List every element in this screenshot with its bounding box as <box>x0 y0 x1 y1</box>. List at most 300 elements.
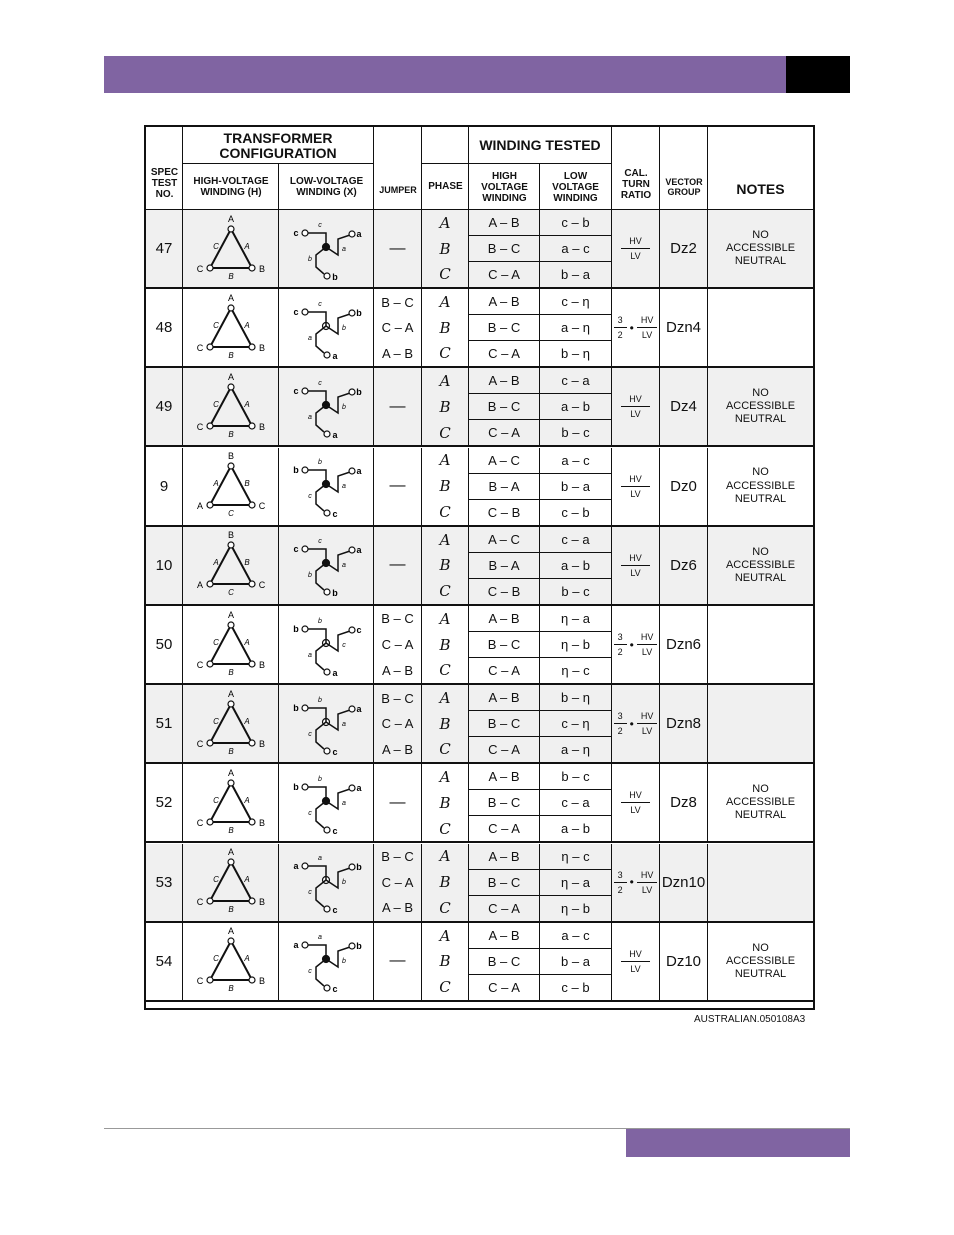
terminal-icon <box>249 502 255 508</box>
jumper-value: A – B <box>381 662 414 678</box>
zigzag-terminal-label: a <box>356 545 362 556</box>
jumper-value: C – A <box>381 637 414 652</box>
terminal-icon <box>324 273 330 279</box>
multiply-dot-icon: • <box>629 875 634 890</box>
zigzag-terminal-label: a <box>356 703 362 714</box>
turn-ratio-cell <box>612 685 660 762</box>
turn-ratio-formula <box>621 949 650 974</box>
hv-tested-value: C – A <box>469 974 539 1000</box>
jumper-cell <box>374 289 422 366</box>
hv-tested-cell <box>469 448 540 525</box>
note-line: NO <box>752 228 769 241</box>
spec-test-no: 10 <box>146 527 183 604</box>
zigzag-winding-label: c <box>308 889 312 897</box>
phase-value: B <box>439 793 451 812</box>
ratio-hv: HV <box>621 553 650 566</box>
spec-test-no: 54 <box>146 923 183 1000</box>
hv-tested-value: B – C <box>469 948 539 974</box>
hv-tested-value: C – B <box>469 578 539 604</box>
phase-value: B <box>439 635 451 654</box>
zigzag-terminal-label: c <box>293 544 299 555</box>
delta-winding-label: B <box>243 558 250 568</box>
jumper-cell <box>374 764 422 841</box>
terminal-icon <box>207 819 213 825</box>
page-footer-bar <box>626 1129 850 1157</box>
lv-tested-value: c – a <box>540 789 611 815</box>
spec-test-no: 47 <box>146 210 183 287</box>
phase-value: B <box>439 952 451 971</box>
phase-value: A <box>439 926 451 945</box>
jumper-cell <box>374 210 422 287</box>
lv-tested-cell <box>540 764 612 841</box>
zigzag-terminal-label: b <box>293 623 299 634</box>
ratio-lv: LV <box>641 330 653 341</box>
phase-value: A <box>439 768 451 787</box>
delta-winding-label: B <box>227 667 234 677</box>
delta-winding-label: B <box>227 746 234 756</box>
lv-tested-value: b – a <box>540 261 611 287</box>
spec-test-no: 53 <box>146 844 183 921</box>
lv-tested-cell <box>540 685 612 762</box>
ratio-hv: HV <box>621 790 650 803</box>
zigzag-winding-label: b <box>342 403 346 411</box>
vector-group-value: Dzn8 <box>660 685 708 762</box>
hv-tested-value: C – A <box>469 261 539 287</box>
terminal-icon <box>207 581 213 587</box>
zigzag-terminal-label: b <box>293 781 299 792</box>
phase-cell <box>422 289 469 366</box>
jumper-cell <box>374 368 422 445</box>
delta-terminal-label: B <box>227 530 234 541</box>
hv-tested-value: C – B <box>469 499 539 525</box>
vector-group-value: Dzn10 <box>660 844 708 921</box>
terminal-icon <box>228 701 234 707</box>
hv-tested-value: C – A <box>469 340 539 366</box>
zigzag-terminal-label: a <box>332 350 338 361</box>
zigzag-terminal-label: a <box>356 782 362 793</box>
lv-tested-cell <box>540 844 612 921</box>
delta-terminal-label: B <box>258 342 265 353</box>
lv-tested-value: a – b <box>540 552 611 578</box>
delta-winding-icon <box>186 449 276 523</box>
delta-terminal-label: B <box>258 976 265 987</box>
turn-ratio-formula <box>614 315 658 340</box>
table-row <box>146 527 813 606</box>
jumper-value: B – C <box>381 611 414 627</box>
hv-delta-diagram <box>183 527 279 604</box>
terminal-icon <box>207 344 213 350</box>
delta-winding-label: B <box>227 429 234 439</box>
zigzag-winding-label: c <box>308 493 312 501</box>
hv-delta-diagram <box>183 289 279 366</box>
note-line: ACCESSIBLE <box>725 558 796 571</box>
phase-value: B <box>439 397 451 416</box>
zigzag-terminal-label: b <box>332 271 338 282</box>
hv-tested-value: A – B <box>488 690 520 706</box>
zigzag-winding-label: a <box>318 934 322 942</box>
table-row <box>146 923 813 1002</box>
terminal-icon <box>324 510 330 516</box>
lv-tested-value: a – η <box>540 736 611 762</box>
zigzag-winding-label: c <box>318 379 322 387</box>
hv-delta-diagram <box>183 210 279 287</box>
delta-winding-label: C <box>227 509 234 519</box>
terminal-icon <box>349 231 355 237</box>
zigzag-winding-icon <box>281 212 371 286</box>
ratio-hv: HV <box>621 474 650 487</box>
lv-tested-value: a – c <box>561 452 590 468</box>
winding-tested-heading: WINDING TESTED <box>479 137 601 154</box>
lv-tested-value: η – b <box>540 895 611 921</box>
delta-terminal-label: B <box>258 817 265 828</box>
lv-tested-value: c – a <box>561 531 590 547</box>
zigzag-terminal-label: a <box>293 940 299 951</box>
terminal-icon <box>324 985 330 991</box>
ratio-hv: HV <box>621 394 650 407</box>
jumper-value: B – C <box>381 294 414 310</box>
phase-value: C <box>439 819 451 838</box>
lv-tested-cell <box>540 527 612 604</box>
lv-tested-value: c – a <box>561 373 590 389</box>
lv-tested-cell <box>540 923 612 1000</box>
hv-tested-value: A – B <box>488 769 520 785</box>
delta-winding-label: A <box>212 479 219 489</box>
zigzag-terminal-label: c <box>293 385 299 396</box>
delta-winding-label: A <box>243 716 250 726</box>
zigzag-winding-label: a <box>342 562 346 570</box>
table-row <box>146 606 813 685</box>
phase-cell <box>422 923 469 1000</box>
jumper-value: — <box>389 239 406 257</box>
hv-tested-cell <box>469 844 540 921</box>
phase-cell <box>422 764 469 841</box>
note-line: NO <box>752 783 769 796</box>
lv-zigzag-diagram <box>279 606 374 683</box>
hv-tested-cell <box>469 527 540 604</box>
zigzag-winding-icon <box>281 608 371 682</box>
zigzag-winding-label: a <box>342 720 346 728</box>
zigzag-terminal-label: c <box>332 509 338 520</box>
zigzag-winding-icon <box>281 924 371 998</box>
zigzag-winding-label: b <box>318 775 322 783</box>
lv-tested-value: η – c <box>561 848 590 864</box>
turn-ratio-formula <box>614 632 658 657</box>
terminal-icon <box>249 661 255 667</box>
ratio-lv: LV <box>630 409 641 420</box>
note-line: NEUTRAL <box>734 255 787 268</box>
delta-winding-label: C <box>212 399 219 409</box>
jumper-value: C – A <box>381 320 414 336</box>
lv-tested-cell <box>540 289 612 366</box>
zigzag-terminal-label: c <box>332 746 338 757</box>
phase-value: A <box>439 451 451 470</box>
phase-value: C <box>439 661 451 680</box>
lv-tested-cell <box>540 368 612 445</box>
lv-zigzag-diagram <box>279 289 374 366</box>
note-line: ACCESSIBLE <box>725 954 796 967</box>
phase-value: C <box>439 740 451 759</box>
notes-cell <box>708 210 813 287</box>
turn-ratio-cell <box>612 606 660 683</box>
lv-tested-value: a – η <box>540 314 611 340</box>
hv-winding-heading: HIGH-VOLTAGE WINDING (H) <box>193 176 269 198</box>
terminal-icon <box>228 384 234 390</box>
zigzag-winding-icon <box>281 449 371 523</box>
hv-tested-value: A – B <box>488 294 520 310</box>
lv-zigzag-diagram <box>279 685 374 762</box>
spec-test-no: 52 <box>146 764 183 841</box>
table-row <box>146 764 813 843</box>
hv-tested-cell <box>469 764 540 841</box>
hv-tested-value: A – B <box>488 927 520 943</box>
zigzag-terminal-label: b <box>356 307 362 318</box>
zigzag-winding-label: a <box>342 245 346 253</box>
turn-ratio-formula <box>614 711 658 736</box>
delta-winding-label: A <box>243 795 250 805</box>
zigzag-winding-label: b <box>308 255 312 263</box>
delta-terminal-label: C <box>196 738 203 749</box>
terminal-icon <box>207 265 213 271</box>
delta-winding-label: B <box>227 271 234 281</box>
terminal-icon <box>302 546 308 552</box>
ratio-hv: HV <box>637 315 658 328</box>
notes-cell <box>708 764 813 841</box>
zigzag-terminal-label: c <box>332 825 338 836</box>
zigzag-winding-icon <box>281 687 371 761</box>
hv-delta-diagram <box>183 448 279 525</box>
lv-tested-cell <box>540 606 612 683</box>
delta-terminal-label: C <box>196 342 203 353</box>
hv-tested-value: A – C <box>488 531 520 547</box>
delta-winding-icon <box>186 845 276 919</box>
hv-tested-value: C – A <box>469 657 539 683</box>
notes-cell <box>708 448 813 525</box>
ratio-lv: LV <box>630 963 641 974</box>
lv-tested-value: c – b <box>561 215 590 230</box>
phase-value: A <box>439 530 451 549</box>
phase-value: A <box>439 293 451 312</box>
terminal-icon <box>302 863 308 869</box>
delta-winding-label: A <box>243 637 250 647</box>
zigzag-winding-label: a <box>318 855 322 863</box>
spec-test-no: 48 <box>146 289 183 366</box>
terminal-icon <box>349 943 355 949</box>
transformer-configuration-heading: TRANSFORMER CONFIGURATION <box>219 129 337 161</box>
ratio-lv: LV <box>630 805 641 816</box>
zigzag-terminal-label: a <box>332 429 338 440</box>
delta-terminal-label: B <box>258 897 265 908</box>
jumper-value: A – B <box>381 741 414 757</box>
lv-zigzag-diagram <box>279 368 374 445</box>
note-line: ACCESSIBLE <box>725 241 796 254</box>
phase-cell <box>422 606 469 683</box>
zigzag-terminal-label: b <box>356 862 362 873</box>
terminal-icon <box>349 627 355 633</box>
terminal-icon <box>349 389 355 395</box>
delta-terminal-label: A <box>227 609 234 620</box>
lv-tested-value: b – a <box>540 948 611 974</box>
jumper-cell <box>374 527 422 604</box>
terminal-icon <box>207 977 213 983</box>
jumper-value: A – B <box>381 900 414 916</box>
multiply-dot-icon: • <box>629 320 634 335</box>
turn-ratio-formula <box>621 394 650 419</box>
delta-terminal-label: A <box>196 580 203 591</box>
ratio-lv: LV <box>641 726 653 737</box>
jumper-value: — <box>389 477 406 495</box>
zigzag-winding-icon <box>281 845 371 919</box>
terminal-icon <box>302 230 308 236</box>
note-line: NO <box>752 387 769 400</box>
delta-terminal-label: A <box>227 688 234 699</box>
hv-tested-value: C – A <box>469 736 539 762</box>
terminal-icon <box>324 669 330 675</box>
phase-cell <box>422 368 469 445</box>
phase-value: C <box>439 898 451 917</box>
lv-tested-cell <box>540 210 612 287</box>
spec-test-no: 50 <box>146 606 183 683</box>
terminal-icon <box>207 502 213 508</box>
terminal-icon <box>349 547 355 553</box>
terminal-icon <box>302 784 308 790</box>
jumper-value: — <box>389 397 406 415</box>
delta-terminal-label: A <box>196 501 203 512</box>
note-line: ACCESSIBLE <box>725 400 796 413</box>
terminal-icon <box>228 463 234 469</box>
terminal-icon <box>249 265 255 271</box>
delta-terminal-label: A <box>227 292 234 303</box>
page-header-bar <box>104 56 786 93</box>
delta-winding-label: B <box>227 984 234 994</box>
lv-tested-value: b – c <box>561 769 590 785</box>
delta-winding-label: A <box>243 875 250 885</box>
jumper-value: C – A <box>381 874 414 890</box>
zigzag-winding-label: b <box>318 617 322 625</box>
terminal-icon <box>349 310 355 316</box>
notes-cell <box>708 685 813 762</box>
note-line: ACCESSIBLE <box>725 479 796 492</box>
terminal-icon <box>249 581 255 587</box>
jumper-value: A – B <box>381 345 414 361</box>
terminal-icon <box>207 661 213 667</box>
ratio-numerator: 3 <box>614 870 627 883</box>
hv-tested-cell <box>469 210 540 287</box>
hv-tested-value: B – A <box>469 552 539 578</box>
phase-value: A <box>439 609 451 628</box>
turn-ratio-cell <box>612 289 660 366</box>
delta-winding-icon <box>186 212 276 286</box>
delta-terminal-label: C <box>196 817 203 828</box>
delta-winding-label: A <box>243 399 250 409</box>
phase-value: A <box>439 689 451 708</box>
jumper-value: C – A <box>381 716 414 732</box>
zigzag-winding-label: b <box>342 879 346 887</box>
terminal-icon <box>302 388 308 394</box>
terminal-icon <box>302 309 308 315</box>
lv-winding-heading: LOW-VOLTAGE WINDING (X) <box>289 176 364 198</box>
page-header-block <box>786 56 850 93</box>
ratio-denominator: 2 <box>617 330 623 341</box>
ratio-hv: HV <box>637 632 658 645</box>
vector-group-value: Dz6 <box>660 527 708 604</box>
lv-tested-value: b – c <box>540 419 611 445</box>
delta-winding-label: C <box>212 716 219 726</box>
delta-winding-label: A <box>243 241 250 251</box>
terminal-icon <box>302 626 308 632</box>
zigzag-winding-label: c <box>308 809 312 817</box>
hv-tested-value: A – B <box>488 373 520 389</box>
lv-tested-value: η – b <box>540 631 611 657</box>
phase-value: A <box>439 847 451 866</box>
zigzag-terminal-label: c <box>293 227 299 238</box>
lv-tested-value: c – η <box>540 710 611 736</box>
jumper-value: — <box>389 793 406 811</box>
phase-value: C <box>439 581 451 600</box>
zigzag-terminal-label: b <box>356 386 362 397</box>
hv-tested-value: B – C <box>469 314 539 340</box>
hv-tested-value: A – B <box>488 215 520 230</box>
phase-value: B <box>439 318 451 337</box>
notes-cell <box>708 527 813 604</box>
hv-tested-value: A – C <box>488 452 520 468</box>
delta-terminal-label: C <box>196 263 203 274</box>
delta-terminal-label: A <box>227 371 234 382</box>
terminal-icon <box>228 780 234 786</box>
phase-value: A <box>439 213 451 232</box>
zigzag-winding-label: b <box>318 459 322 467</box>
phase-value: C <box>439 265 451 284</box>
phase-cell <box>422 210 469 287</box>
terminal-icon <box>228 938 234 944</box>
lv-zigzag-diagram <box>279 923 374 1000</box>
terminal-icon <box>249 977 255 983</box>
phase-cell <box>422 685 469 762</box>
delta-winding-label: C <box>212 637 219 647</box>
delta-terminal-label: C <box>258 501 265 512</box>
lv-tested-value: a – b <box>540 393 611 419</box>
delta-terminal-label: A <box>227 213 234 224</box>
table-row <box>146 448 813 527</box>
hv-tested-value: C – A <box>469 815 539 841</box>
note-line: NEUTRAL <box>734 413 787 426</box>
turn-ratio-cell <box>612 764 660 841</box>
hv-tested-value: A – B <box>488 848 520 864</box>
hv-tested-value: B – C <box>469 631 539 657</box>
delta-terminal-label: B <box>227 451 234 462</box>
terminal-icon <box>324 748 330 754</box>
phase-cell <box>422 448 469 525</box>
lv-tested-value: η – a <box>540 869 611 895</box>
zigzag-terminal-label: c <box>332 984 338 995</box>
phase-value: C <box>439 502 451 521</box>
terminal-icon <box>249 344 255 350</box>
turn-ratio-cell <box>612 368 660 445</box>
note-line: NEUTRAL <box>734 967 787 980</box>
ratio-denominator: 2 <box>617 884 623 895</box>
multiply-dot-icon: • <box>629 637 634 652</box>
jumper-heading: JUMPER <box>379 185 417 196</box>
ratio-hv: HV <box>621 236 650 249</box>
terminal-icon <box>249 740 255 746</box>
terminal-icon <box>324 827 330 833</box>
turn-ratio-cell <box>612 448 660 525</box>
hv-tested-value: B – C <box>469 869 539 895</box>
terminal-icon <box>324 352 330 358</box>
terminal-icon <box>249 423 255 429</box>
phase-value: B <box>439 714 451 733</box>
vector-group-value: Dz0 <box>660 448 708 525</box>
terminal-icon <box>302 942 308 948</box>
